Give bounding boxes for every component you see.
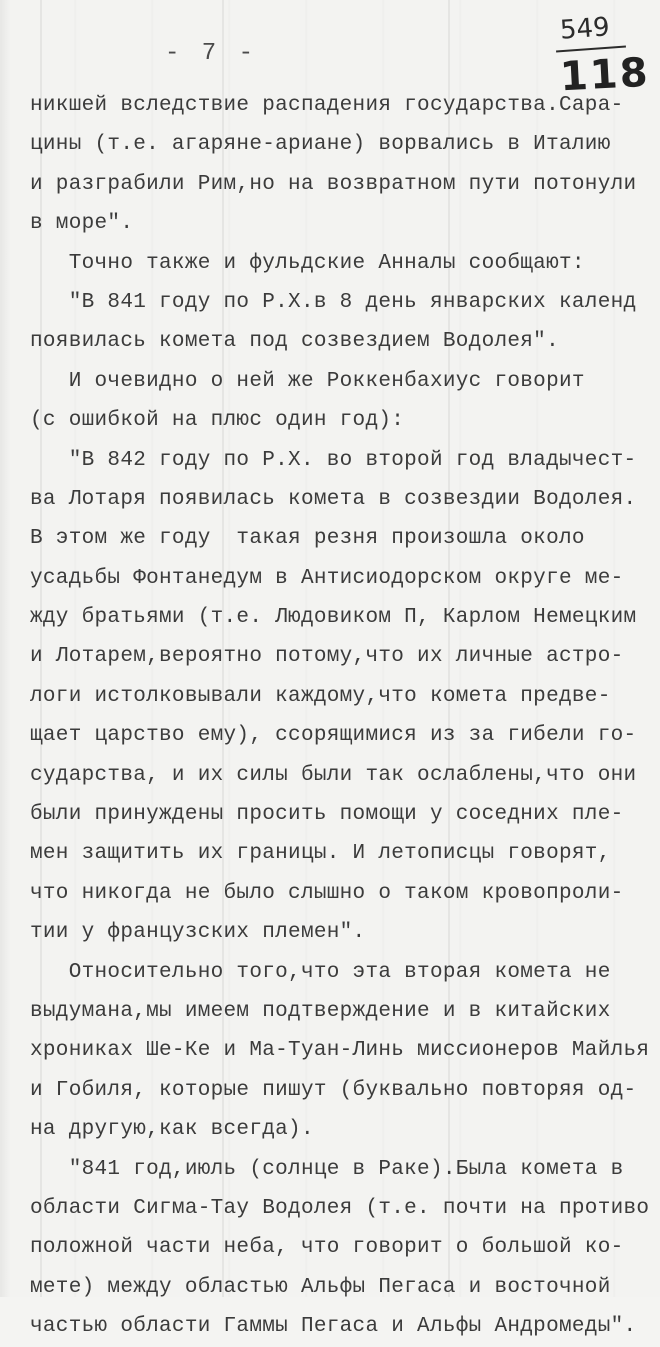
text-line: выдумана,мы имеем подтверждение и в китайских bbox=[30, 999, 611, 1023]
page-number: - 7 - bbox=[165, 40, 258, 67]
text-line: логи истолковывали каждому,что комета предве- bbox=[30, 684, 611, 708]
text-line: сударства, и их силы были так ослаблены,что они bbox=[30, 763, 637, 787]
text-line: и Гобиля, которые пишут (буквально повторяя од- bbox=[30, 1078, 637, 1102]
text-line: ва Лотаря появилась комета в созвездии Водолея. bbox=[30, 487, 637, 511]
text-line: "В 841 году по Р.Х.в 8 день январских календ bbox=[30, 290, 637, 314]
text-line: и разграбили Рим,но на возвратном пути потонули bbox=[30, 172, 637, 196]
archive-number-main: 118 bbox=[558, 49, 651, 101]
text-line: мен защитить их границы. И летописцы говорят, bbox=[30, 842, 611, 866]
text-line: Относительно того,что эта вторая комета не bbox=[30, 960, 611, 984]
text-line: что никогда не было слышно о таком кровопроли- bbox=[30, 881, 624, 905]
text-line: области Сигма-Тау Водолея (т.е. почти на противо bbox=[30, 1196, 650, 1220]
text-line: "841 год,июль (солнце в Раке).Была комета в bbox=[30, 1157, 624, 1181]
text-line: частью области Гаммы Пегаса и Альфы Андромеды". bbox=[30, 1315, 637, 1339]
text-line: И очевидно о ней же Роккенбахиус говорит bbox=[30, 369, 585, 393]
text-line: положной части неба, что говорит о большой ко- bbox=[30, 1236, 624, 1260]
text-line: В этом же году такая резня произошла около bbox=[30, 527, 585, 551]
text-line: Точно также и фульдские Анналы сообщают: bbox=[30, 251, 585, 275]
text-line: усадьбы Фонтанедум в Антисиодорском округе ме- bbox=[30, 566, 624, 590]
text-line: мете) между областью Альфы Пегаса и восточной bbox=[30, 1275, 611, 1299]
text-line: (с ошибкой на плюс один год): bbox=[30, 409, 405, 433]
text-line: щает царство ему), ссорящимися из за гибели го- bbox=[30, 724, 637, 748]
text-line: хрониках Ше-Ке и Ма-Туан-Линь миссионеров Майлья bbox=[30, 1039, 650, 1063]
body-text bbox=[30, 86, 660, 1347]
archive-number-top: 549 bbox=[559, 12, 611, 46]
text-line: тии у французских племен". bbox=[30, 921, 366, 945]
text-line: в море". bbox=[30, 212, 134, 236]
text-line: на другую,как всегда). bbox=[30, 1118, 314, 1142]
text-line: появилась комета под созвездием Водолея". bbox=[30, 330, 559, 354]
text-line: никшей вследствие распадения государства.Сара- bbox=[30, 94, 624, 117]
text-line: и Лотарем,вероятно потому,что их личные астро- bbox=[30, 645, 624, 669]
text-line: были принуждены просить помощи у соседних пле- bbox=[30, 803, 624, 827]
text-line: "В 842 году по Р.Х. во второй год владычест- bbox=[30, 448, 637, 472]
text-line: жду братьями (т.е. Людовиком П, Карлом Немецким bbox=[30, 606, 637, 630]
text-line: цины (т.е. агаряне-ариане) ворвались в Италию bbox=[30, 133, 611, 157]
